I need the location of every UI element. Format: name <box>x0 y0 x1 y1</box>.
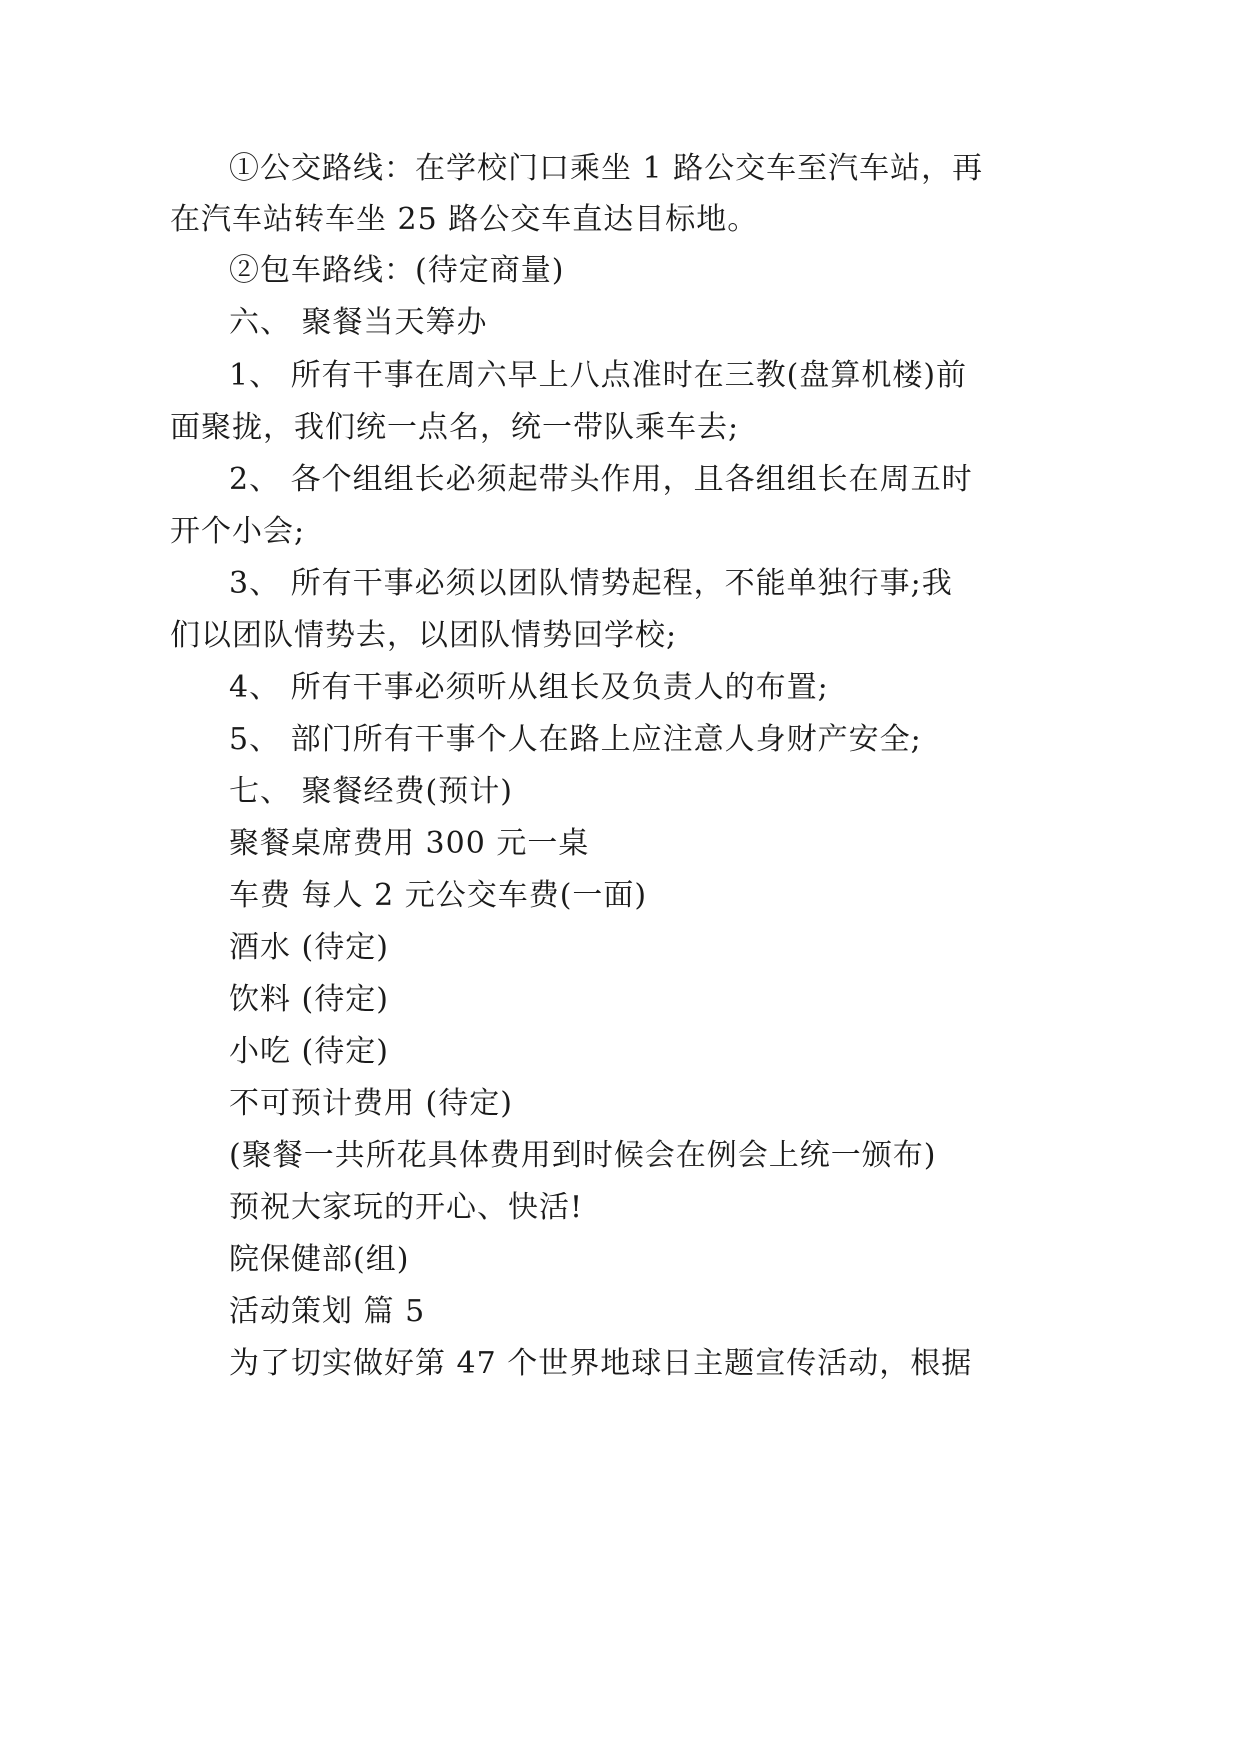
text-line: (聚餐一共所花具体费用到时候会在例会上统一颁布) <box>229 1138 937 1173</box>
section-heading: 活动策划 篇 5 <box>229 1294 426 1329</box>
text-line: 们以团队情势去，以团队情势回学校; <box>170 618 678 653</box>
text-line: 开个小会; <box>170 514 306 549</box>
text-line: 院保健部(组) <box>229 1242 410 1277</box>
text-line: ②包车路线：(待定商量) <box>229 253 565 288</box>
text-line: 1、 所有干事在周六早上八点准时在三教(盘算机楼)前 <box>229 358 968 393</box>
text-line: 在汽车站转车坐 25 路公交车直达目标地。 <box>170 202 759 237</box>
text-line: 不可预计费用 (待定) <box>229 1086 513 1121</box>
text-line: ①公交路线：在学校门口乘坐 1 路公交车至汽车站，再 <box>229 151 984 186</box>
text-line: 聚餐桌席费用 300 元一桌 <box>229 826 590 861</box>
text-line: 3、 所有干事必须以团队情势起程，不能单独行事;我 <box>229 566 953 601</box>
section-heading: 六、 聚餐当天筹办 <box>229 305 488 340</box>
text-line: 酒水 (待定) <box>229 930 389 965</box>
text-line: 面聚拢，我们统一点名，统一带队乘车去; <box>170 410 740 445</box>
text-line: 5、 部门所有干事个人在路上应注意人身财产安全; <box>229 722 922 757</box>
text-line: 4、 所有干事必须听从组长及负责人的布置; <box>229 670 829 705</box>
text-line: 2、 各个组组长必须起带头作用，且各组组长在周五时 <box>229 462 973 497</box>
text-line: 饮料 (待定) <box>229 982 389 1017</box>
section-heading: 七、 聚餐经费(预计) <box>229 774 513 809</box>
text-line: 为了切实做好第 47 个世界地球日主题宣传活动，根据 <box>229 1346 973 1381</box>
text-line: 车费 每人 2 元公交车费(一面) <box>229 878 648 913</box>
text-line: 预祝大家玩的开心、快活! <box>229 1190 584 1225</box>
text-line: 小吃 (待定) <box>229 1034 389 1069</box>
